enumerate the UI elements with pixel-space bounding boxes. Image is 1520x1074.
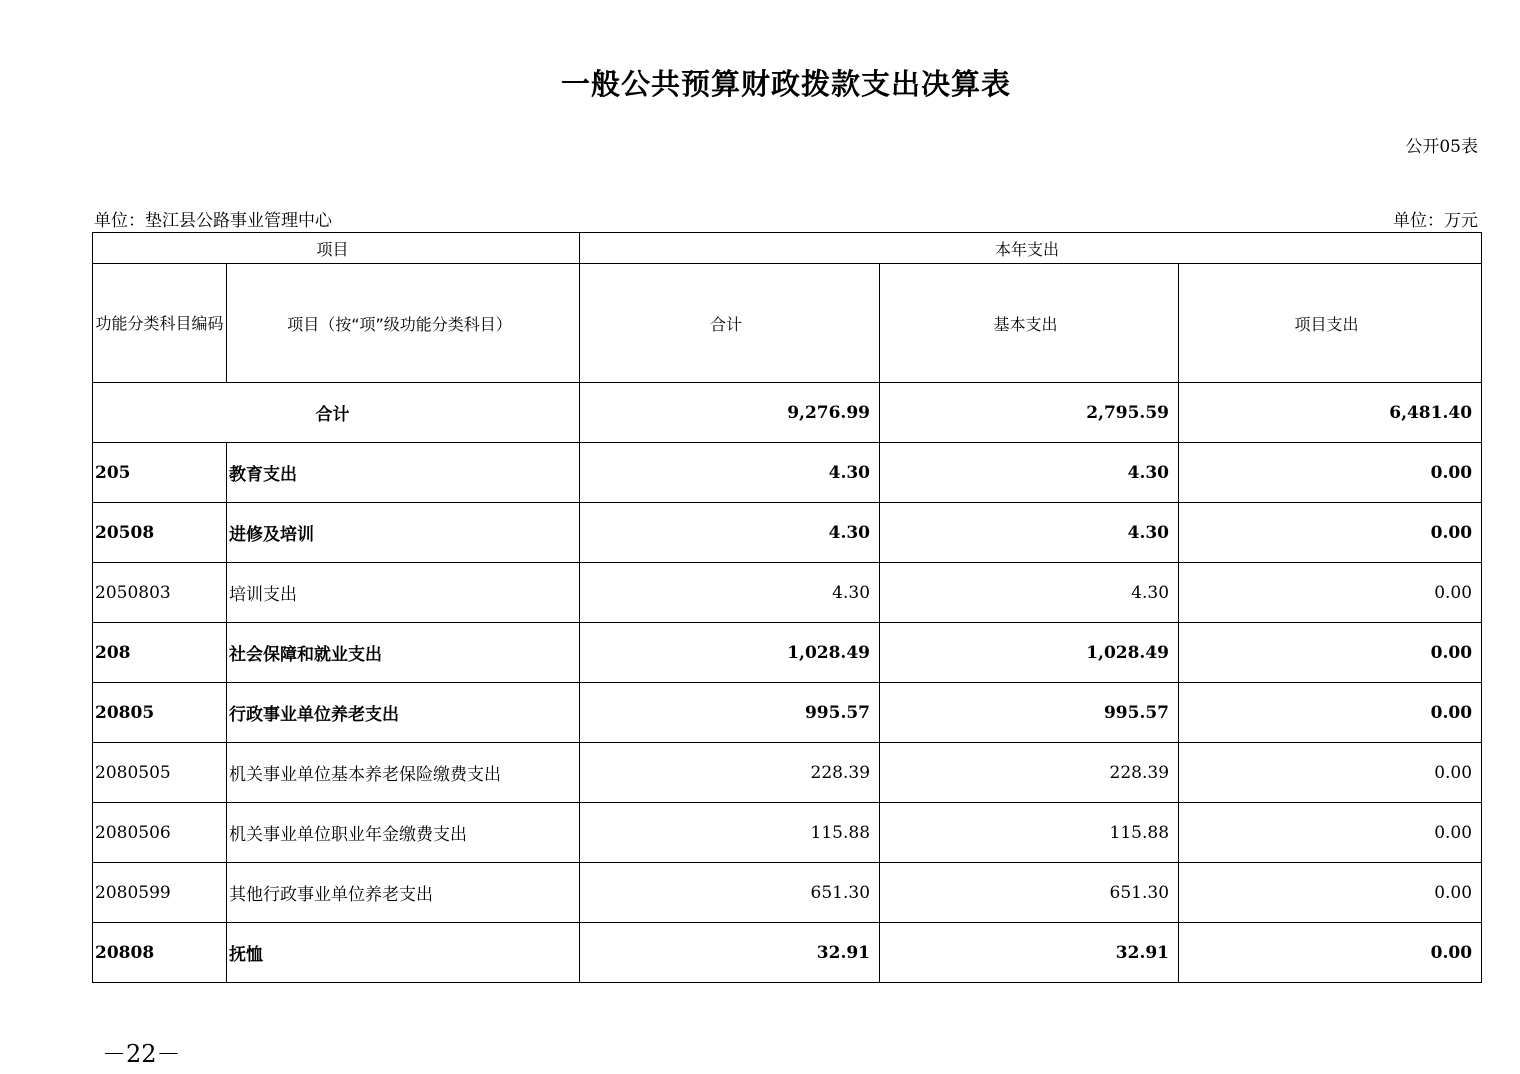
table-row (93, 863, 1482, 923)
table-row (93, 623, 1482, 683)
row-project: 0.00 (1179, 683, 1482, 743)
row-name: 培训支出 (227, 563, 580, 623)
table-row (93, 563, 1482, 623)
row-basic: 32.91 (880, 923, 1179, 983)
row-basic: 651.30 (880, 863, 1179, 923)
table-row (93, 683, 1482, 743)
row-total: 4.30 (580, 563, 880, 623)
header-item-group: 项目 (93, 233, 580, 264)
header-total: 合计 (580, 264, 880, 383)
row-code: 20508 (93, 503, 227, 563)
row-project: 0.00 (1179, 443, 1482, 503)
row-code: 2080506 (93, 803, 227, 863)
header-name: 项目（按“项”级功能分类科目） (227, 264, 580, 383)
row-code: 208 (93, 623, 227, 683)
row-name: 教育支出 (227, 443, 580, 503)
header-code: 功能分类科目编码 (93, 264, 227, 383)
total-label: 合计 (93, 383, 580, 443)
expenditure-table (92, 232, 1482, 983)
header-project: 项目支出 (1179, 264, 1482, 383)
row-project: 0.00 (1179, 563, 1482, 623)
row-name: 其他行政事业单位养老支出 (227, 863, 580, 923)
row-name: 机关事业单位职业年金缴费支出 (227, 803, 580, 863)
row-total: 115.88 (580, 803, 880, 863)
row-basic: 4.30 (880, 563, 1179, 623)
row-basic: 228.39 (880, 743, 1179, 803)
row-total: 32.91 (580, 923, 880, 983)
form-number: 公开05表 (1405, 137, 1478, 157)
total-total: 9,276.99 (580, 383, 880, 443)
row-name: 行政事业单位养老支出 (227, 683, 580, 743)
row-name: 机关事业单位基本养老保险缴费支出 (227, 743, 580, 803)
table-row (93, 443, 1482, 503)
row-total: 1,028.49 (580, 623, 880, 683)
total-row (93, 383, 1482, 443)
header-row-columns (93, 264, 1482, 383)
row-basic: 4.30 (880, 503, 1179, 563)
unit-organization: 单位：垫江县公路事业管理中心 (94, 211, 332, 231)
table-row (93, 803, 1482, 863)
row-project: 0.00 (1179, 503, 1482, 563)
row-project: 0.00 (1179, 863, 1482, 923)
page-title: 一般公共预算财政拨款支出决算表 (560, 67, 1011, 101)
row-name: 抚恤 (227, 923, 580, 983)
row-basic: 1,028.49 (880, 623, 1179, 683)
header-basic: 基本支出 (880, 264, 1179, 383)
header-row-group (93, 233, 1482, 264)
table-row (93, 503, 1482, 563)
row-name: 进修及培训 (227, 503, 580, 563)
row-total: 4.30 (580, 503, 880, 563)
row-name: 社会保障和就业支出 (227, 623, 580, 683)
row-total: 228.39 (580, 743, 880, 803)
row-code: 20808 (93, 923, 227, 983)
row-project: 0.00 (1179, 743, 1482, 803)
table-row (93, 923, 1482, 983)
row-code: 2050803 (93, 563, 227, 623)
header-year-group: 本年支出 (580, 233, 1482, 264)
row-code: 20805 (93, 683, 227, 743)
row-code: 2080505 (93, 743, 227, 803)
row-total: 651.30 (580, 863, 880, 923)
row-basic: 995.57 (880, 683, 1179, 743)
table-row (93, 743, 1482, 803)
row-basic: 4.30 (880, 443, 1179, 503)
unit-currency: 单位：万元 (1393, 211, 1478, 231)
page-number: －22－ (102, 1040, 181, 1068)
row-project: 0.00 (1179, 623, 1482, 683)
total-project: 6,481.40 (1179, 383, 1482, 443)
row-total: 4.30 (580, 443, 880, 503)
row-project: 0.00 (1179, 923, 1482, 983)
row-code: 2080599 (93, 863, 227, 923)
row-project: 0.00 (1179, 803, 1482, 863)
total-basic: 2,795.59 (880, 383, 1179, 443)
row-basic: 115.88 (880, 803, 1179, 863)
row-total: 995.57 (580, 683, 880, 743)
row-code: 205 (93, 443, 227, 503)
